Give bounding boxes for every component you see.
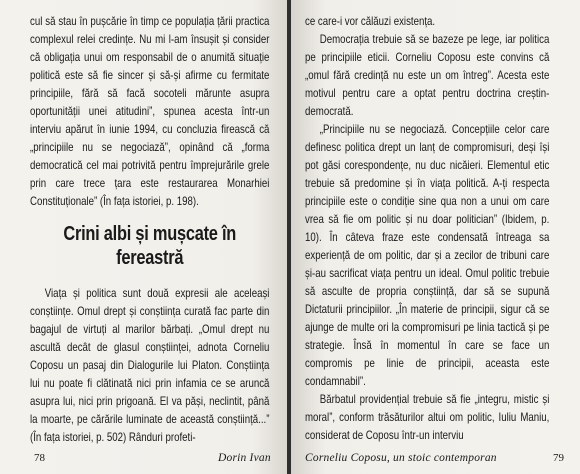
chapter-heading: Crini albi și mușcate în fereastră — [63, 223, 237, 269]
left-bottom-paragraph: Viața și politica sunt două expresii ale aceleași conștiințe. Omul drept și conștiința curată fac parte din bagajul de virtuți al marilor bărbați. „Omul drept nu ascultă decât de glasul conștiinței, adnota Corneliu Coposu un pasaj din Dialogurile lui Platon. Conștiința lui nu poate fi clătinată nici prin infamia ce se aruncă asupra lui, nici prin prigoană. El va păși, neclintit, până la moarte, pe cărările luminate de această conștiință...” (În fața istoriei, p. 502) Rânduri profeti- — [30, 286, 270, 444]
right-paragraph-1: ce care-i vor călăuzi existența. — [305, 14, 436, 28]
left-top-paragraph: cul să stau în pușcărie în timp ce populația țării practica complexul relei credințe. Nu mi l-am însușit și consider că obligația unui om responsabil de o anumită situație politică este să fie sincer și să-și afirme cu fermitate principiile, fără să facă socoteli mărunte asupra oportunității unei atitudini”, spunea acesta într-un interviu apărut în iunie 1994, cu concluzia firească că „principiile nu se negociază”, opinând că „forma democratică cel mai potrivită pentru împrejurările grele prin care trece țara este restaurarea Monarhiei Constituționale” (În fața istoriei, p. 198). — [30, 14, 270, 208]
right-paragraph-2: Democrația trebuie să se bazeze pe lege, iar politica pe principiile eticii. Corneliu Coposu este convins că „omul fără credință nu este un om întreg”. Acesta este motivul pentru care a optat pentru doctrina creștin-democrată. — [305, 32, 550, 118]
right-page-number: 79 — [553, 452, 564, 464]
left-page-text — [30, 12, 269, 446]
right-page — [291, 0, 580, 474]
running-title: Corneliu Coposu, un stoic contemporan — [305, 452, 497, 464]
left-page-number: 78 — [34, 452, 45, 464]
right-paragraph-3: „Principiile nu se negociază. Concepțiile celor care definesc politica drept un lanț de compromisuri, deși își pot găsi corespondențe, nu duc nicăieri. Elementul etic trebuie să predomine și în viața politică. A-ți respecta principiile este o condiție sine qua non a unui om care vrea să fie om politic și nu doar politician” (Ibidem, p. 10). În câteva fraze este condensată întreaga sa experiență de om politic, dar și a zecilor de tribuni care și-au sacrificat viața pentru un ideal. Omul politic trebuie să asculte de propria conștiință, dar să se supună Dictaturii principiilor. „În materie de principii, sigur că se ajunge de multe ori la compromisuri pe linia tactică și pe strategie. Însă în momentul în care se face un compromis pe linie de principii, aceasta este condamnabil”. — [305, 122, 550, 388]
right-page-text — [305, 12, 549, 444]
running-author: Dorin Ivan — [218, 452, 271, 464]
left-page — [0, 0, 287, 474]
right-paragraph-4: Bărbatul providențial trebuie să fie „integru, mistic și moral”, conform trăsăturilor altui om politic, Iuliu Maniu, considerat de Coposu într-un interviu — [305, 392, 550, 442]
